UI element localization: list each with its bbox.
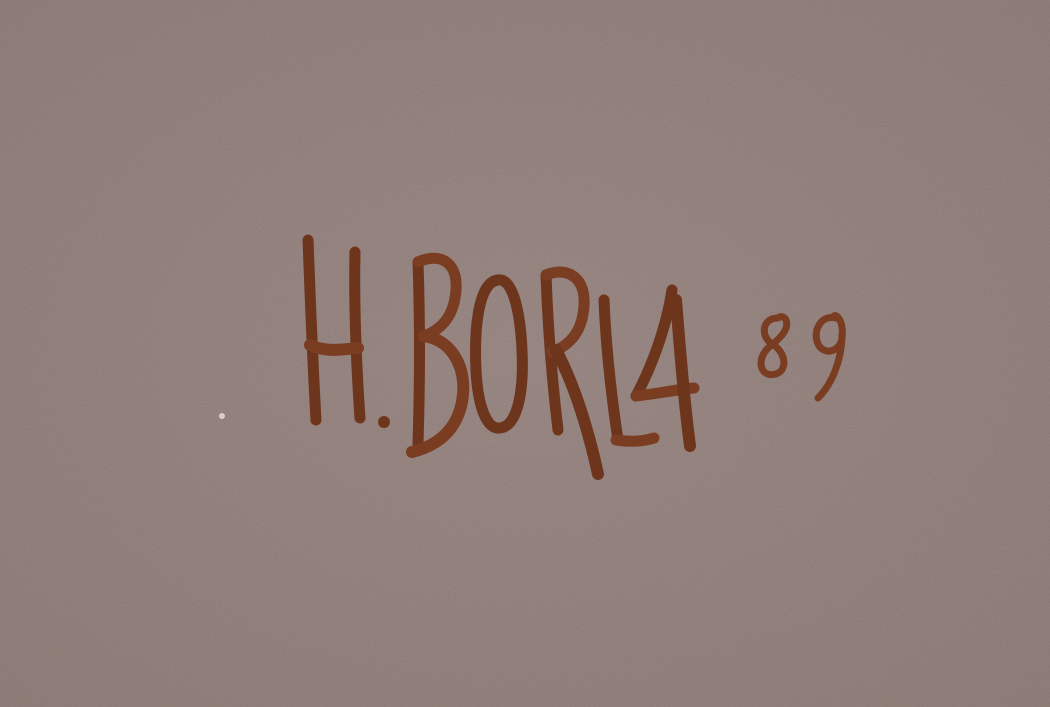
paint-fleck bbox=[219, 413, 225, 419]
signature-period bbox=[378, 416, 390, 428]
